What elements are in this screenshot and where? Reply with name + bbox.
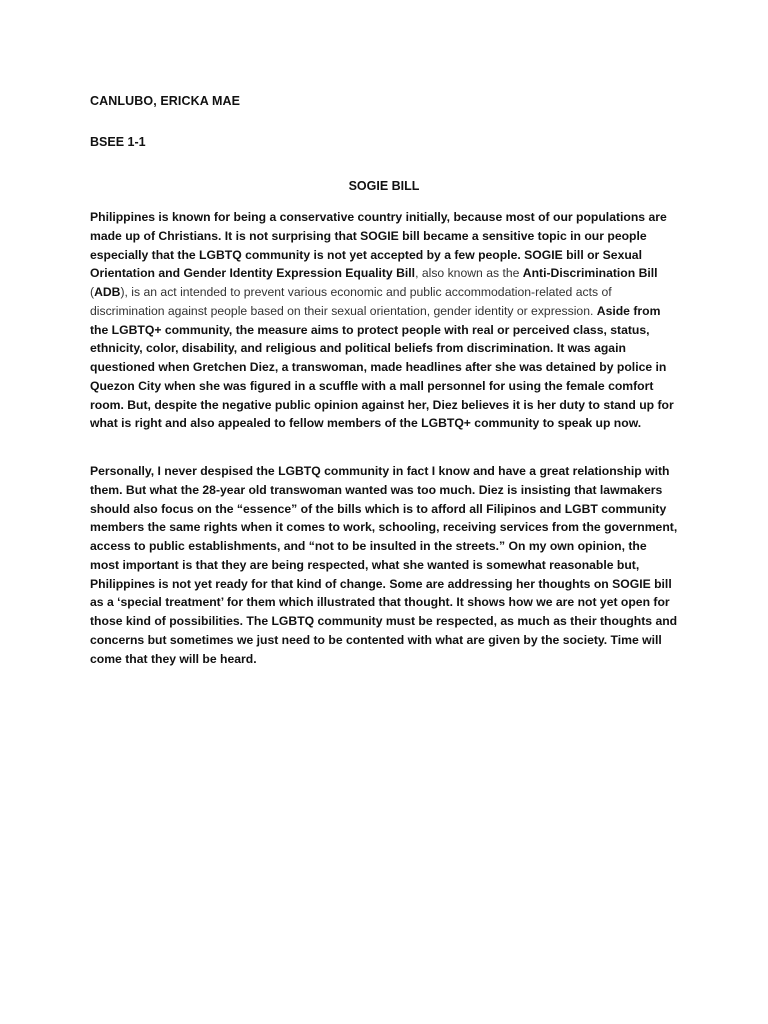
paragraph-1-diez: It was again questioned when Gretchen Diez, a transwoman, made headlines after she was detained by police in Quezon City when she was figured in a scuffle with a mall personnel for using the female comfort room. But, despite the negative public opinion against her, Diez believes it is her duty to stand up for what is right and also appealed to fellow members of the LGBTQ+ community to speak up now.: [90, 341, 674, 431]
anti-discrimination-bill-name: Anti-Discrimination Bill: [522, 266, 658, 281]
paragraph-1-aka: , also known as the: [415, 266, 523, 281]
paragraph-1-measure: Aside from the LGBTQ+ community, the measure aims to protect people with real or perceived class, status, ethnicity, color, disability, and religious and political beliefs from discrimination.: [90, 303, 661, 356]
paragraph-1: [90, 208, 678, 433]
author-section: BSEE 1-1: [90, 135, 146, 149]
paragraph-1-intro: Philippines is known for being a conservative country initially, because most of our populations are made up of Christians. It is not surprising that SOGIE bill became a sensitive topic in our people especially that the LGBTQ community is not yet accepted by a few people. SOGIE bill or: [90, 210, 667, 262]
paragraph-1-definition: ), is an act intended to prevent various economic and public accommodation-related acts of discrimination against people based on their sexual orientation, gender identity or expression.: [90, 285, 612, 318]
adb-acronym: ADB: [94, 285, 121, 299]
author-name: CANLUBO, ERICKA MAE: [90, 94, 241, 108]
paren-open: (: [90, 285, 95, 299]
bill-full-name: Sexual Orientation and Gender Identity Expression Equality Bill: [90, 247, 642, 281]
document-title: SOGIE BILL: [348, 179, 420, 193]
paragraph-2: Personally, I never despised the LGBTQ community in fact I know and have a great relationship with them. But what the 28-year old transwoman wanted was too much. Diez is insisting that lawmakers should also focus on the “essence” of the bills which is to afford all Filipinos and LGBT community members the same rights when it comes to work, schooling, receiving services from the government, access to public establishments, and “not to be insulted in the streets.” On my own opinion, the most important is that they are being respected, what she wanted is somewhat reasonable but, Philippines is not yet ready for that kind of change. Some are addressing her thoughts on SOGIE bill as a ‘special treatment’ for them which illustrated that thought. It shows how we are not yet open for those kind of possibilities. The LGBTQ community must be respected, as much as their thoughts and concerns but sometimes we just need to be contented with what are given by the society. Time will come that they will be heard.: [90, 464, 678, 666]
